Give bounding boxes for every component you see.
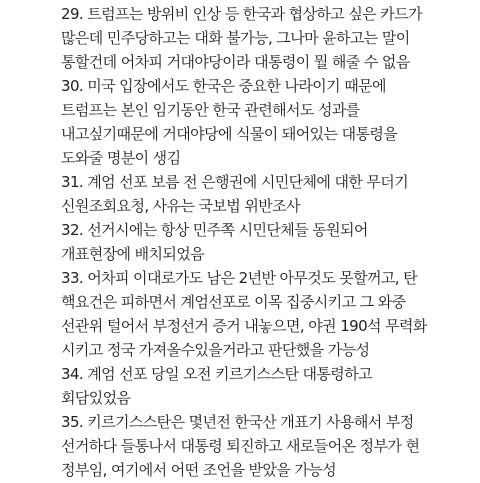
text-line: 선관위 털어서 부정선거 증거 내놓으면, 야권 190석 무력화 [61,317,427,335]
text-line: 선거하다 들통나서 대통령 퇴진하고 새로들어온 정부가 현 [61,437,420,455]
text-line: 32. 선거시에는 항상 민주쪽 시민단체들 동원되어 [61,221,368,239]
text-line: 많은데 민주당하고는 대화 불가능, 그나마 윤하고는 말이 [61,29,410,47]
text-line: 시키고 정국 가져올수있을거라고 판단했을 가능성 [61,341,370,359]
text-line: 35. 키르기스스탄은 몇년전 한국산 개표기 사용해서 부정 [61,413,414,431]
text-line: 회담있었음 [61,389,131,407]
text-line: 트럼프는 본인 임기동안 한국 관련해서도 성과를 [61,101,360,119]
text-line: 29. 트럼프는 방위비 인상 등 한국과 협상하고 싶은 카드가 [61,5,422,23]
text-line: 도와줄 명분이 생김 [61,149,181,167]
text-line: 핵요건은 피하면서 계엄선포로 이목 집중시키고 그 와중 [61,293,406,311]
text-line: 33. 어차피 이대로가도 남은 2년반 아무것도 못할꺼고, 탄 [61,269,418,287]
text-line: 30. 미국 입장에서도 한국은 중요한 나라이기 때문에 [61,77,386,95]
text-line: 정부임, 여기에서 어떤 조언을 받았을 가능성 [61,461,337,479]
text-line: 31. 계엄 선포 보름 전 은행권에 시민단체에 대한 무더기 [61,173,409,191]
text-line: 34. 계엄 선포 당일 오전 키르기스스탄 대통령하고 [61,365,372,383]
text-line: 신원조회요청, 사유는 국보법 위반조사 [61,197,300,215]
text-line: 내고싶기때문에 거대야당에 식물이 돼어있는 대통령을 [61,125,398,143]
text-line: 개표현장에 배치되었음 [61,245,205,263]
text-line: 통할건데 어차피 거대야당이라 대통령이 뭘 해줄 수 없음 [61,53,410,71]
